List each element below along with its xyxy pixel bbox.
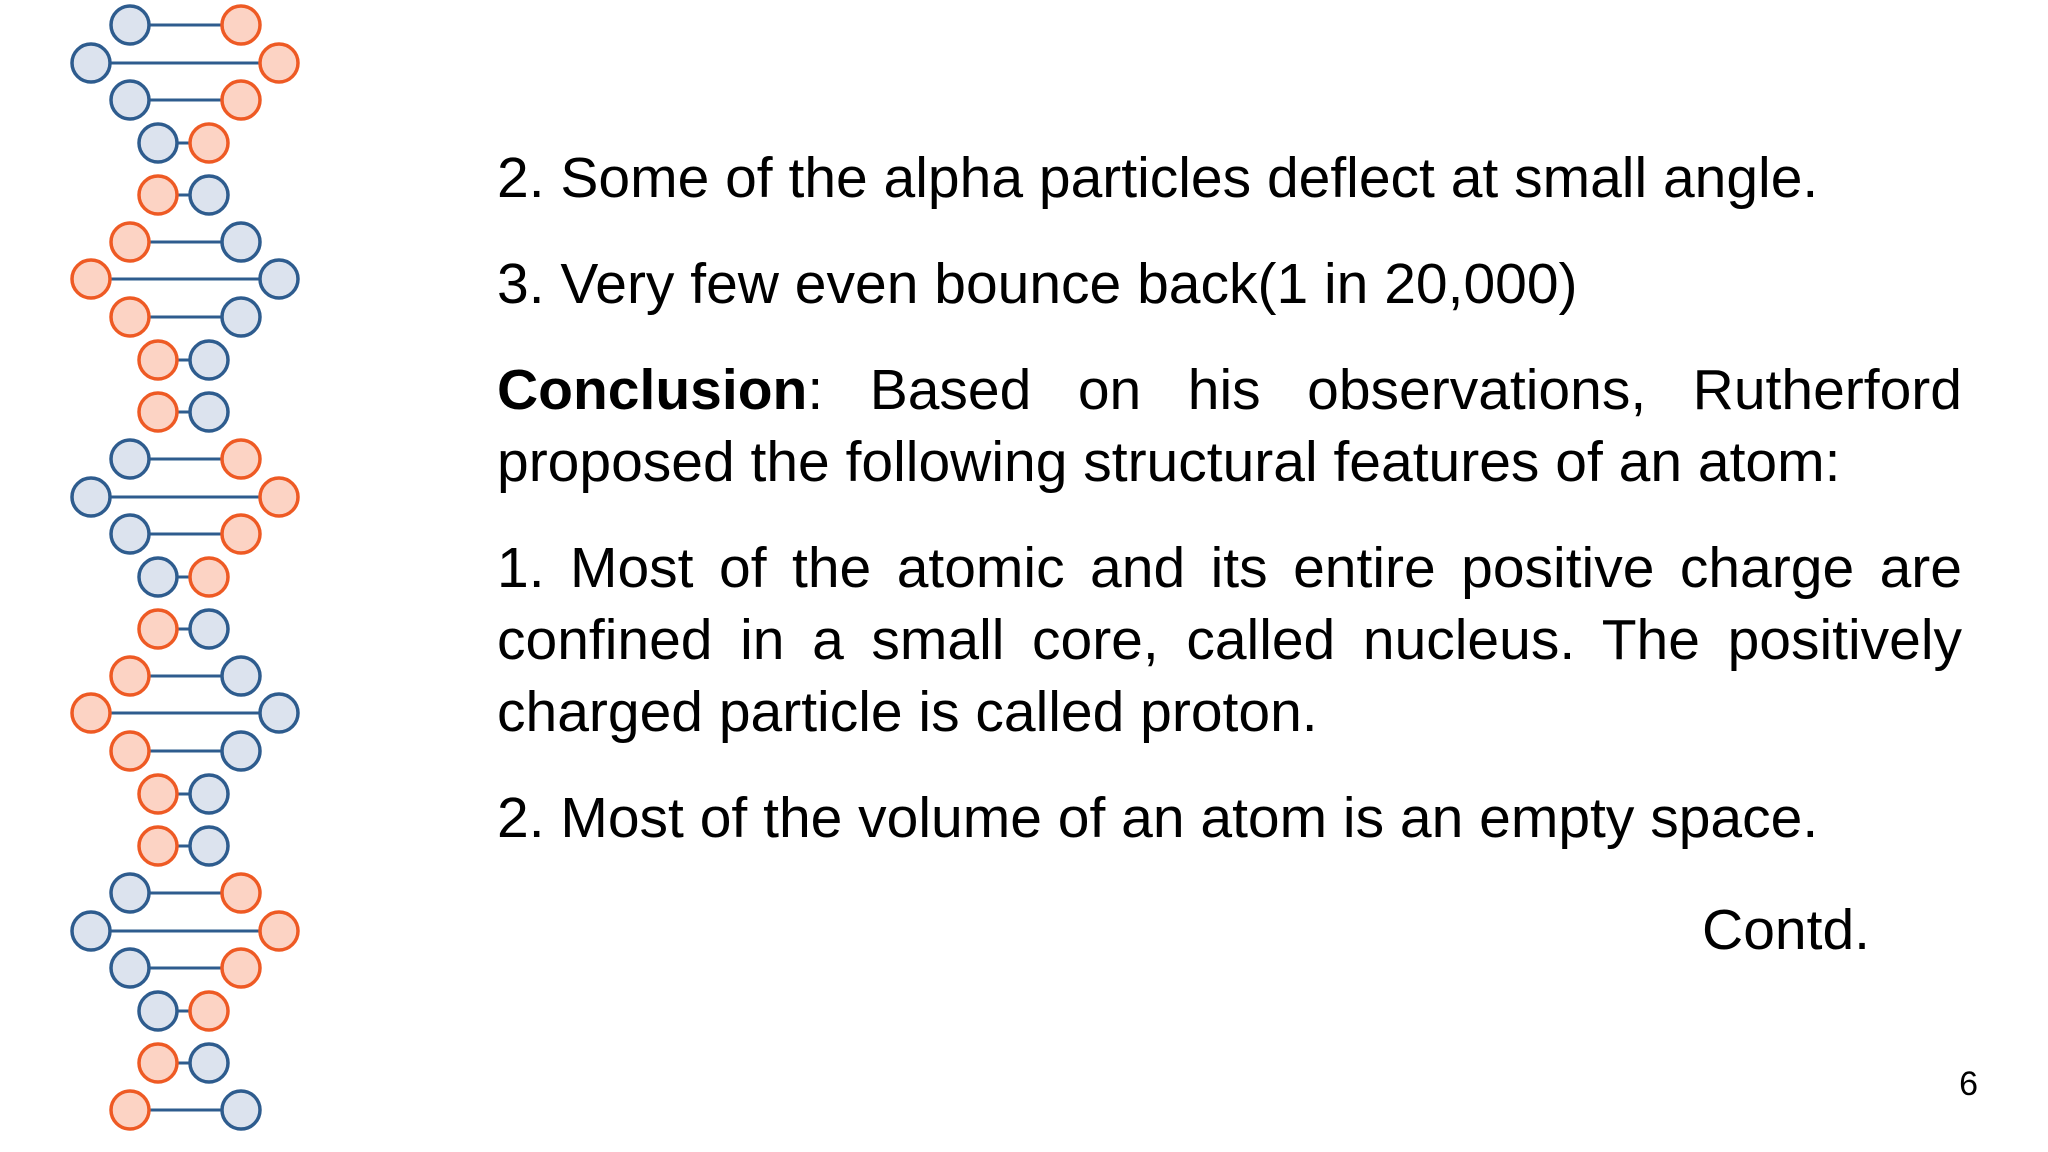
dna-base-blue [222,298,260,336]
dna-base-orange [139,610,177,648]
dna-base-blue [222,732,260,770]
dna-base-blue [72,912,110,950]
dna-base-blue [190,176,228,214]
dna-helix-decoration [0,0,320,1152]
conclusion-text: Based on his observations, Rutherford proposed the following structural features of an atom: [497,358,1962,494]
dna-base-orange [260,44,298,82]
dna-base-blue [139,992,177,1030]
dna-base-orange [72,694,110,732]
slide-number: 6 [1959,1065,1978,1103]
dna-base-orange [222,515,260,553]
dna-base-orange [190,124,228,162]
dna-base-blue [222,223,260,261]
dna-base-blue [190,827,228,865]
dna-base-orange [222,440,260,478]
dna-base-orange [139,775,177,813]
dna-base-orange [111,1091,149,1129]
dna-base-blue [139,124,177,162]
dna-base-orange [139,176,177,214]
conclusion-paragraph [497,354,1962,498]
dna-base-blue [190,341,228,379]
dna-base-blue [190,610,228,648]
conclusion-label: Conclusion [497,358,808,422]
dna-base-orange [111,657,149,695]
dna-base-blue [139,558,177,596]
dna-base-blue [111,440,149,478]
dna-base-blue [111,949,149,987]
dna-base-orange [222,949,260,987]
slide-body [497,142,1962,966]
dna-base-orange [222,81,260,119]
continued-label: Contd. [1702,898,1870,962]
dna-base-blue [111,515,149,553]
dna-base-orange [222,874,260,912]
dna-base-blue [111,81,149,119]
dna-base-orange [222,6,260,44]
dna-base-orange [139,341,177,379]
dna-base-orange [139,393,177,431]
dna-base-orange [190,558,228,596]
dna-base-blue [190,775,228,813]
dna-base-blue [222,1091,260,1129]
dna-base-orange [111,298,149,336]
dna-base-blue [111,874,149,912]
observation-item-3: 3. Very few even bounce back(1 in 20,000) [497,252,1578,316]
dna-base-blue [190,393,228,431]
feature-item-1: 1. Most of the atomic and its entire positive charge are confined in a small core, called nucleus. The positively charged particle is called proton. [497,536,1962,744]
dna-base-blue [222,657,260,695]
dna-base-orange [139,827,177,865]
dna-base-blue [72,44,110,82]
dna-base-blue [190,1044,228,1082]
dna-base-blue [111,6,149,44]
dna-base-orange [139,1044,177,1082]
dna-base-orange [260,912,298,950]
conclusion-separator: : [807,358,824,422]
dna-base-orange [190,992,228,1030]
dna-base-orange [111,223,149,261]
observation-item-2: 2. Some of the alpha particles deflect at small angle. [497,146,1819,210]
dna-base-blue [260,260,298,298]
dna-base-blue [72,478,110,516]
dna-base-blue [260,694,298,732]
dna-base-orange [72,260,110,298]
feature-item-2: 2. Most of the volume of an atom is an empty space. [497,786,1819,850]
dna-base-orange [111,732,149,770]
dna-base-orange [260,478,298,516]
